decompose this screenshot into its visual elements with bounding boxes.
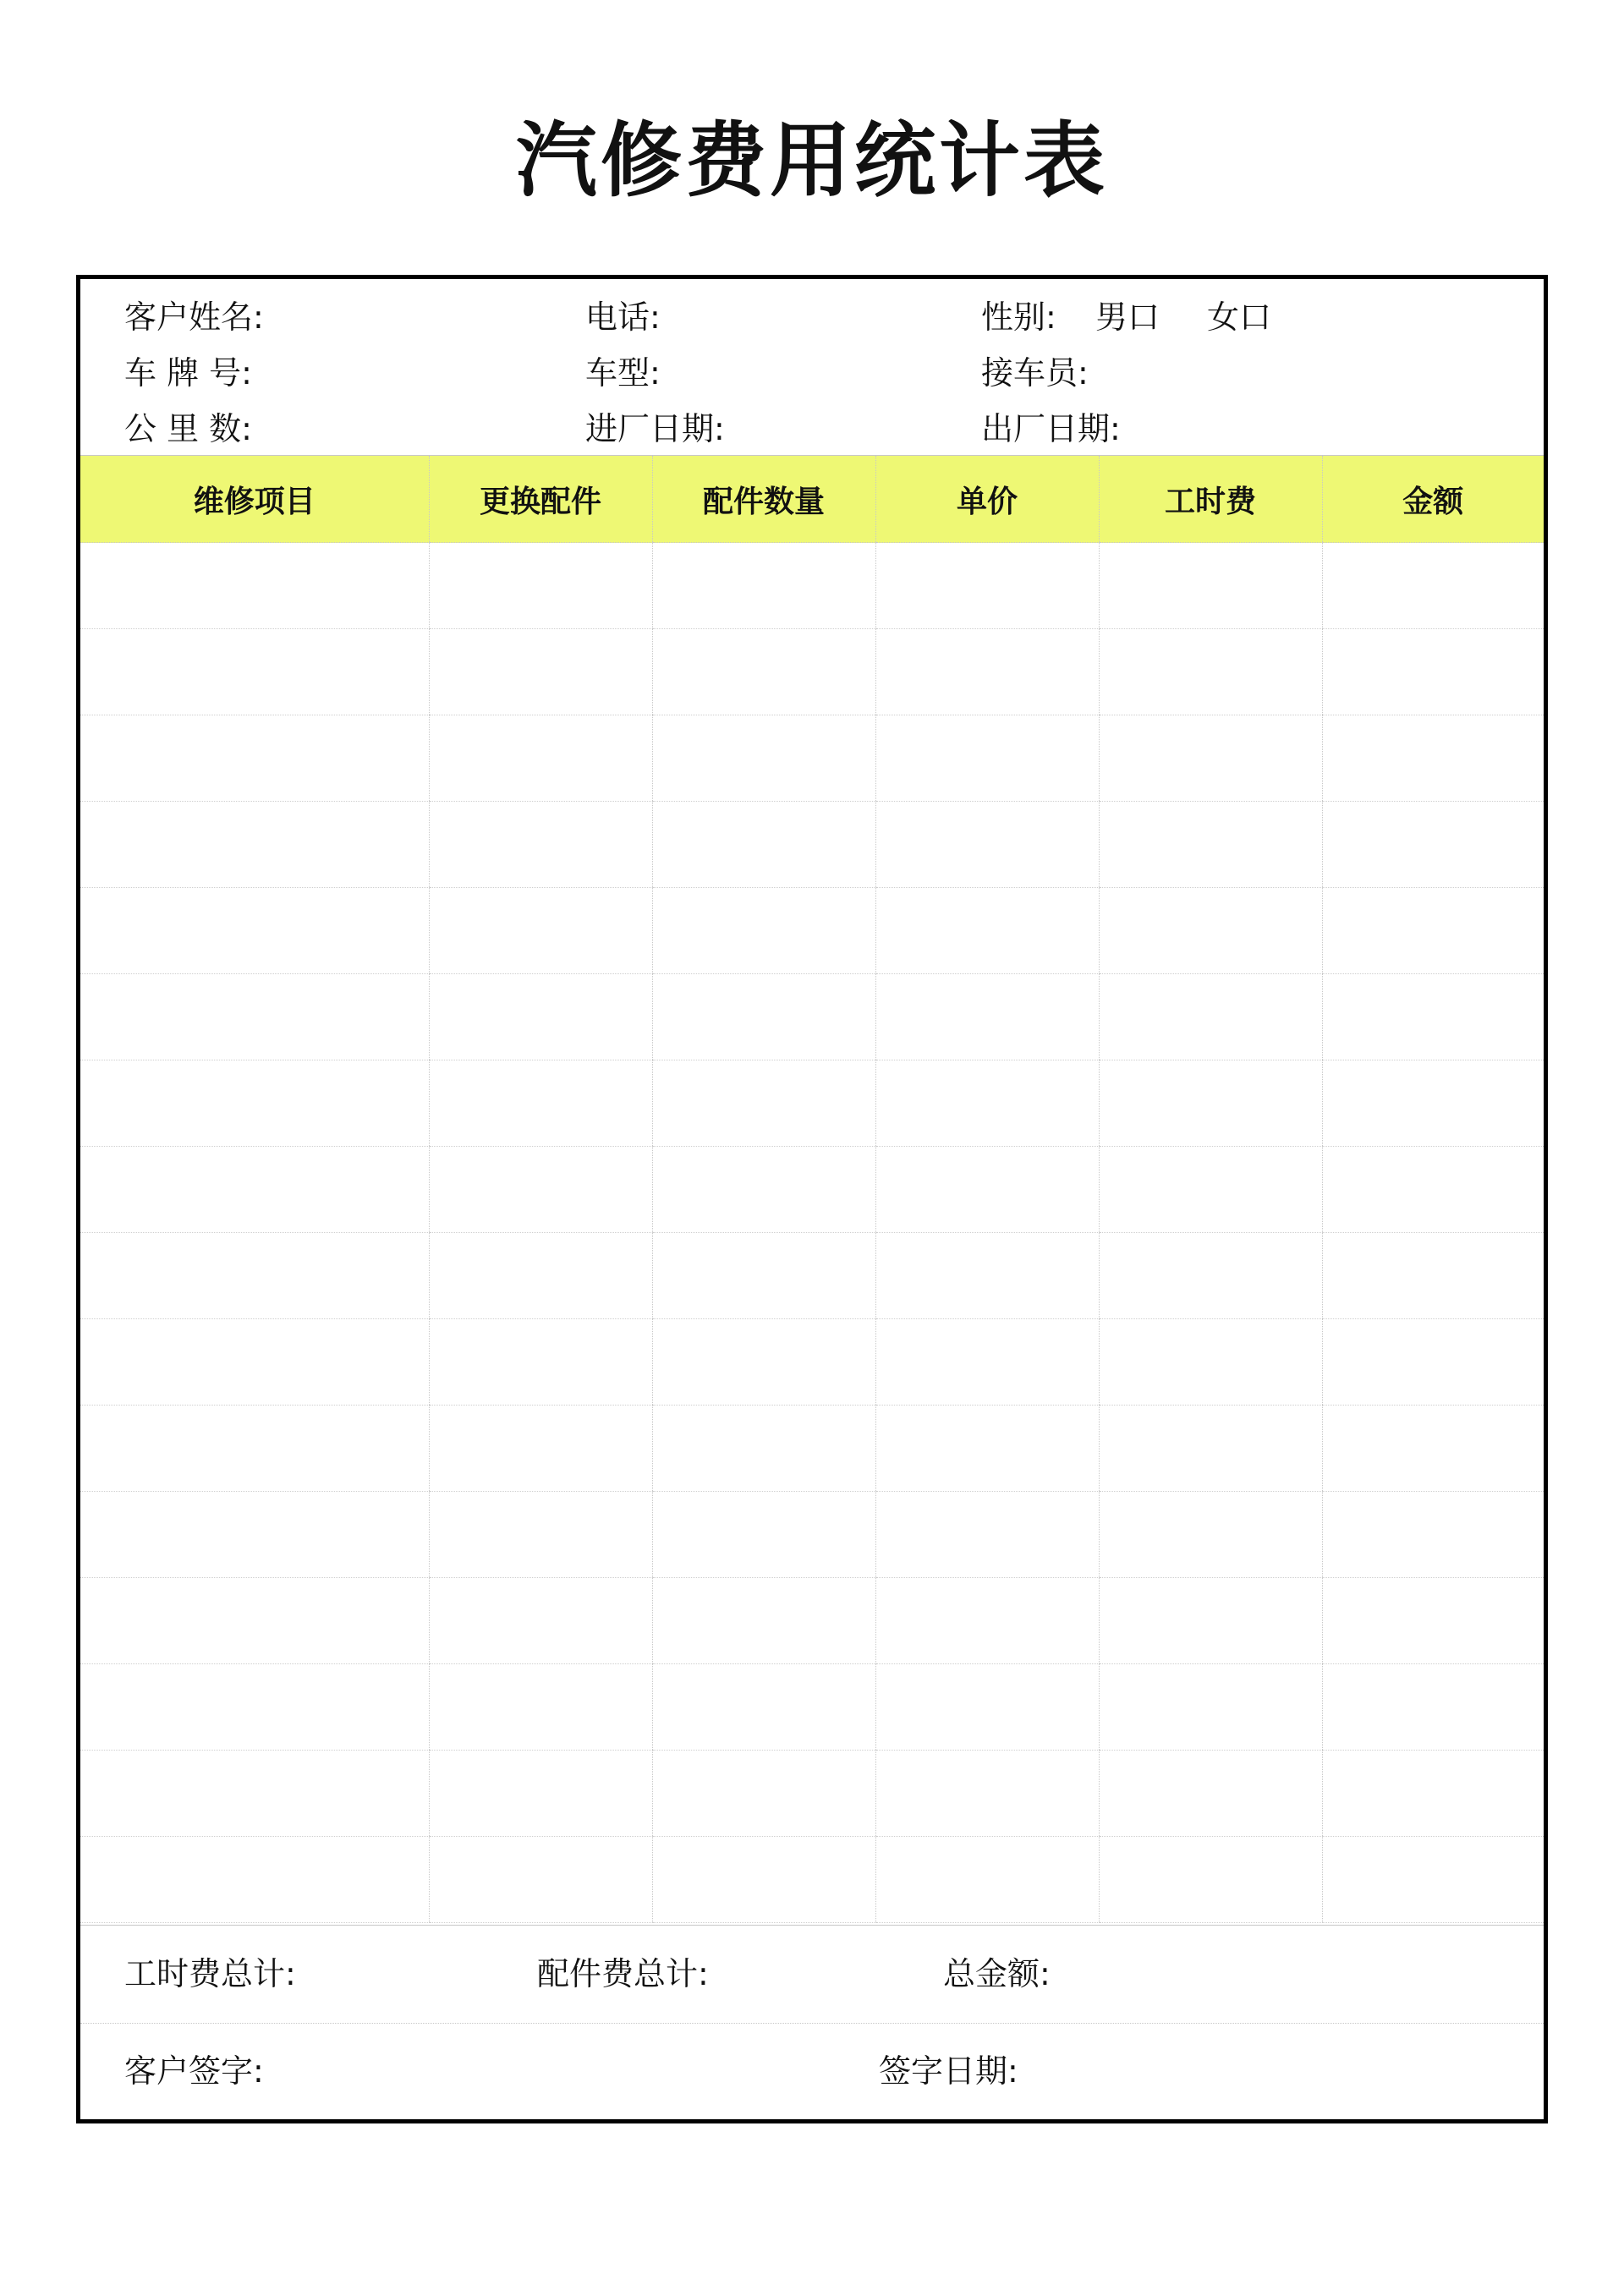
table-cell[interactable] [1099, 1233, 1322, 1319]
table-cell[interactable] [652, 1492, 875, 1578]
table-row [80, 1751, 1544, 1837]
table-cell[interactable] [80, 1664, 429, 1751]
table-cell[interactable] [875, 1837, 1099, 1923]
table-cell[interactable] [1322, 1492, 1544, 1578]
table-cell[interactable] [652, 1751, 875, 1837]
table-cell[interactable] [1322, 1319, 1544, 1406]
col-header-repair-item: 维修项目 [80, 456, 429, 543]
table-cell[interactable] [80, 1578, 429, 1664]
table-cell[interactable] [1099, 1147, 1322, 1233]
table-cell[interactable] [1322, 1664, 1544, 1751]
table-cell[interactable] [1099, 1492, 1322, 1578]
exit-date-field[interactable]: 出厂日期: [981, 410, 1121, 447]
col-header-replaced-parts: 更换配件 [429, 456, 652, 543]
table-cell[interactable] [652, 1233, 875, 1319]
mileage-field[interactable]: 公 里 数: [124, 410, 252, 447]
table-cell[interactable] [429, 1751, 652, 1837]
table-row [80, 1319, 1544, 1406]
plate-field[interactable]: 车 牌 号: [124, 354, 252, 392]
table-cell[interactable] [1099, 1319, 1322, 1406]
table-cell[interactable] [1322, 629, 1544, 715]
table-cell[interactable] [429, 1492, 652, 1578]
table-cell[interactable] [652, 974, 875, 1060]
table-cell[interactable] [1322, 1751, 1544, 1837]
table-row [80, 1147, 1544, 1233]
table-cell[interactable] [80, 1233, 429, 1319]
table-cell[interactable] [80, 1147, 429, 1233]
table-cell[interactable] [429, 629, 652, 715]
table-cell[interactable] [1322, 543, 1544, 629]
page-title: 汽修费用统计表 [516, 113, 1108, 208]
signature-date-field[interactable]: 签字日期: [879, 2052, 1018, 2090]
table-cell[interactable] [429, 1837, 652, 1923]
table-cell[interactable] [875, 543, 1099, 629]
table-cell[interactable] [652, 715, 875, 802]
table-row [80, 1233, 1544, 1319]
table-row [80, 629, 1544, 715]
customer-signature-field[interactable]: 客户签字: [124, 2052, 264, 2090]
table-cell[interactable] [1099, 1751, 1322, 1837]
table-header-row [80, 456, 1544, 543]
gender-label: 性别: [981, 299, 1056, 336]
table-cell[interactable] [875, 1578, 1099, 1664]
table-cell[interactable] [1099, 1837, 1322, 1923]
table-row [80, 1578, 1544, 1664]
table-body [80, 543, 1544, 1923]
col-header-parts-quantity: 配件数量 [652, 456, 875, 543]
table-row [80, 1406, 1544, 1492]
table-row [80, 543, 1544, 629]
table-cell[interactable] [429, 1664, 652, 1751]
gender-female-checkbox[interactable]: 女口 [1207, 299, 1272, 336]
table-cell[interactable] [652, 802, 875, 888]
model-field[interactable]: 车型: [585, 354, 661, 392]
table-cell[interactable] [429, 1060, 652, 1147]
signature-row [80, 2024, 1544, 2119]
table-cell[interactable] [652, 1406, 875, 1492]
table-cell[interactable] [80, 715, 429, 802]
table-cell[interactable] [652, 1319, 875, 1406]
table-cell[interactable] [80, 543, 429, 629]
table-cell[interactable] [875, 629, 1099, 715]
table-cell[interactable] [1099, 974, 1322, 1060]
table-cell[interactable] [1322, 974, 1544, 1060]
table-cell[interactable] [1099, 802, 1322, 888]
table-row [80, 974, 1544, 1060]
table-cell[interactable] [429, 1406, 652, 1492]
table-cell[interactable] [1099, 1060, 1322, 1147]
table-cell[interactable] [652, 1837, 875, 1923]
table-cell[interactable] [429, 802, 652, 888]
table-cell[interactable] [1099, 1664, 1322, 1751]
entry-date-field[interactable]: 进厂日期: [585, 410, 725, 447]
info-row-1 [80, 289, 1544, 345]
parts-total-field[interactable]: 配件费总计: [537, 1955, 709, 1992]
customer-name-field[interactable]: 客户姓名: [124, 299, 264, 336]
col-header-amount: 金额 [1322, 456, 1544, 543]
table-cell[interactable] [429, 1578, 652, 1664]
table-cell[interactable] [1322, 1406, 1544, 1492]
table-cell[interactable] [80, 1319, 429, 1406]
table-cell[interactable] [80, 888, 429, 974]
table-cell[interactable] [652, 1578, 875, 1664]
table-cell[interactable] [1322, 1837, 1544, 1923]
customer-info-section [80, 279, 1544, 455]
table-cell[interactable] [652, 1060, 875, 1147]
table-cell[interactable] [652, 629, 875, 715]
table-cell[interactable] [429, 543, 652, 629]
table-cell[interactable] [80, 1406, 429, 1492]
table-cell[interactable] [1099, 1578, 1322, 1664]
repair-items-table [80, 455, 1544, 1923]
table-cell[interactable] [875, 1233, 1099, 1319]
receiver-field[interactable]: 接车员: [981, 354, 1089, 392]
table-cell[interactable] [1099, 629, 1322, 715]
table-cell[interactable] [652, 1664, 875, 1751]
table-cell[interactable] [1322, 1060, 1544, 1147]
table-cell[interactable] [875, 974, 1099, 1060]
table-row [80, 802, 1544, 888]
table-cell[interactable] [80, 629, 429, 715]
table-row [80, 1492, 1544, 1578]
table-cell[interactable] [80, 802, 429, 888]
table-row [80, 1060, 1544, 1147]
table-cell[interactable] [429, 888, 652, 974]
table-cell[interactable] [1099, 543, 1322, 629]
phone-field[interactable]: 电话: [585, 299, 661, 336]
table-cell[interactable] [875, 1060, 1099, 1147]
info-row-3 [80, 401, 1544, 457]
gender-male-checkbox[interactable]: 男口 [1095, 299, 1160, 336]
table-cell[interactable] [875, 1751, 1099, 1837]
table-cell[interactable] [652, 1147, 875, 1233]
table-cell[interactable] [875, 1492, 1099, 1578]
table-cell[interactable] [875, 1147, 1099, 1233]
table-cell[interactable] [1322, 1578, 1544, 1664]
table-cell[interactable] [80, 1837, 429, 1923]
table-cell[interactable] [429, 715, 652, 802]
col-header-unit-price: 单价 [875, 456, 1099, 543]
table-cell[interactable] [429, 1147, 652, 1233]
col-header-labor-fee: 工时费 [1099, 456, 1322, 543]
totals-row [80, 1925, 1544, 2024]
table-cell[interactable] [1099, 1406, 1322, 1492]
form-frame [76, 275, 1548, 2123]
table-cell[interactable] [875, 715, 1099, 802]
table-cell[interactable] [1322, 715, 1544, 802]
table-cell[interactable] [1322, 888, 1544, 974]
labor-total-field[interactable]: 工时费总计: [124, 1955, 296, 1992]
table-cell[interactable] [429, 1319, 652, 1406]
table-row [80, 715, 1544, 802]
table-cell[interactable] [80, 1492, 429, 1578]
table-cell[interactable] [1322, 1233, 1544, 1319]
table-cell[interactable] [80, 1751, 429, 1837]
table-cell[interactable] [80, 1060, 429, 1147]
table-cell[interactable] [80, 974, 429, 1060]
table-cell[interactable] [429, 1233, 652, 1319]
table-cell[interactable] [875, 1664, 1099, 1751]
table-cell[interactable] [875, 1319, 1099, 1406]
info-row-2 [80, 345, 1544, 401]
table-cell[interactable] [1099, 888, 1322, 974]
table-cell[interactable] [1099, 715, 1322, 802]
table-row [80, 1664, 1544, 1751]
table-cell[interactable] [652, 543, 875, 629]
table-cell[interactable] [875, 1406, 1099, 1492]
table-cell[interactable] [429, 974, 652, 1060]
table-cell[interactable] [652, 888, 875, 974]
grand-total-field[interactable]: 总金额: [943, 1955, 1051, 1992]
table-row [80, 888, 1544, 974]
table-row [80, 1837, 1544, 1923]
table-cell[interactable] [1322, 1147, 1544, 1233]
table-cell[interactable] [875, 888, 1099, 974]
table-cell[interactable] [1322, 802, 1544, 888]
table-cell[interactable] [875, 802, 1099, 888]
